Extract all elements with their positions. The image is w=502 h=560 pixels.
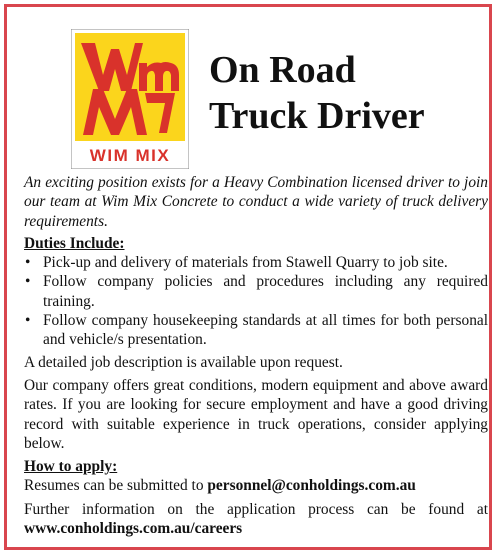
- further-text: Further information on the application process can be found at: [24, 500, 488, 518]
- title-line-1: On Road: [209, 49, 356, 91]
- logo-text: WIM MIX: [89, 146, 171, 165]
- duty-item: [24, 272, 488, 311]
- duty-text: Follow company housekeeping standards at all times for both personal and vehicle/s presentation.: [43, 312, 488, 349]
- duty-text: Follow company policies and procedures including any required training.: [43, 273, 488, 310]
- resumes-line: [24, 476, 488, 495]
- bullet: •: [25, 312, 31, 330]
- bullet: •: [25, 273, 31, 291]
- job-description-note: A detailed job description is available upon request.: [24, 353, 343, 371]
- duty-text: Pick-up and delivery of materials from Stawell Quarry to job site.: [43, 254, 448, 272]
- job-title: [209, 47, 425, 139]
- duties-list: [24, 253, 488, 349]
- wim-mix-logo: [71, 29, 189, 169]
- duty-item: [24, 311, 488, 350]
- duty-item: [24, 253, 488, 272]
- duties-heading: Duties Include:: [24, 234, 125, 252]
- ad-body: [24, 173, 488, 542]
- further-info-line: [24, 500, 488, 539]
- offer-text: Our company offers great conditions, modern equipment and above award rates. If you are looking for secure employment and have a good driving record with suitable experience in truck operations, consider applying below.: [24, 376, 488, 452]
- apply-heading: How to apply:: [24, 458, 118, 476]
- wim-mix-logo-icon: [71, 29, 189, 169]
- job-ad: [4, 4, 492, 550]
- title-line-2: Truck Driver: [209, 95, 425, 137]
- resumes-text: Resumes can be submitted to: [24, 477, 208, 495]
- careers-url-link[interactable]: www.conholdings.com.au/careers: [24, 520, 243, 538]
- email-link[interactable]: personnel@conholdings.com.au: [207, 477, 416, 495]
- bullet: •: [25, 254, 31, 272]
- intro-text: An exciting position exists for a Heavy Combination licensed driver to join our team at Wim Mix Concrete to conduct a wide variety of truck delivery requirements.: [24, 174, 488, 230]
